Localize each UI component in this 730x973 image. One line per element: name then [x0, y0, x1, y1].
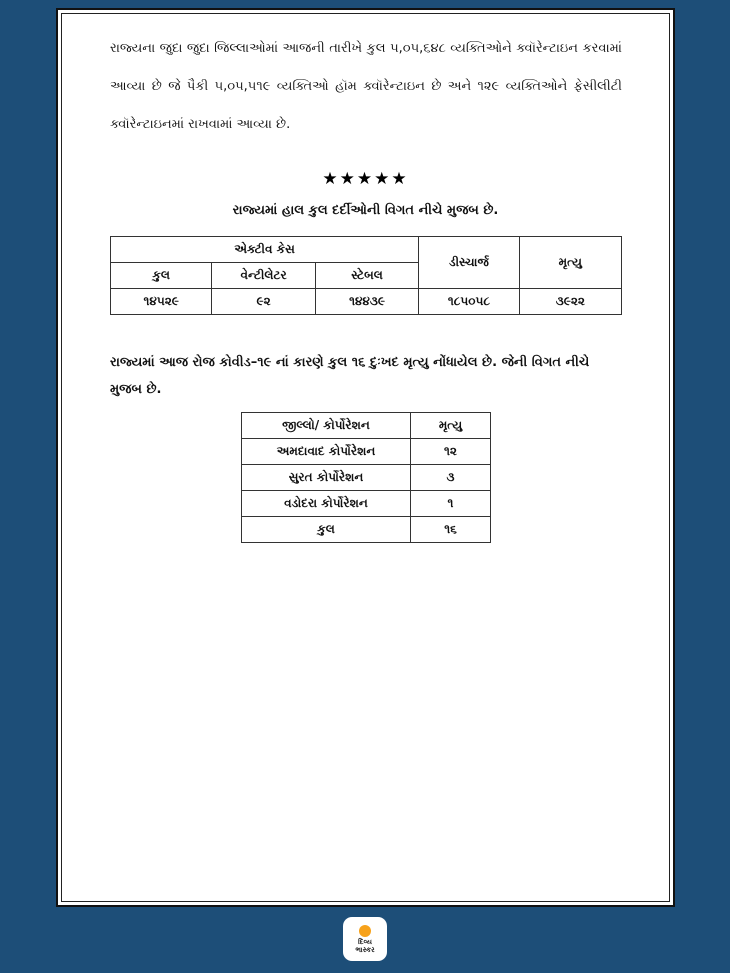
patients-heading: રાજ્યમાં હાલ કુલ દર્દીઓની વિગત નીચે મુજબ છે. — [232, 203, 499, 218]
deaths-by-district-table — [241, 412, 491, 543]
district-count: ૧ — [411, 491, 491, 517]
discharge-value: ૧૮૫૦૫૮ — [419, 289, 519, 315]
table-row — [242, 465, 491, 491]
ventilator-value: ૯૨ — [212, 289, 315, 315]
district-count: ૩ — [411, 465, 491, 491]
sun-icon — [359, 925, 371, 937]
star-separator: ★★★★★ — [322, 169, 409, 189]
active-cases-table — [110, 236, 622, 315]
district-header: જીલ્લો/ કોર્પોરેશન — [242, 413, 411, 439]
district-deaths-header: મૃત્યુ — [411, 413, 491, 439]
total-count: ૧૬ — [411, 517, 491, 543]
deaths-value: ૩૯૨૨ — [519, 289, 621, 315]
table-row — [242, 439, 491, 465]
stable-header: સ્ટેબલ — [315, 263, 418, 289]
district-name: અમદાવાદ કોર્પોરેશન — [242, 439, 411, 465]
deaths-paragraph: રાજ્યમાં આજ રોજ કોવીડ–૧૯ નાં કારણે કુલ ૧૬ દુઃખદ મૃત્યુ નોંધાયેલ છે. જેની વિગત નીચે મુજબ છે. — [110, 355, 590, 397]
logo-line1: દિવ્ય — [358, 937, 372, 946]
table-row — [242, 491, 491, 517]
active-cases-header: એક્ટીવ કેસ — [111, 237, 419, 263]
discharge-header: ડીસ્ચાર્જ — [419, 237, 519, 289]
divya-bhaskar-logo — [343, 917, 387, 961]
logo-line2: ભાસ્કર — [355, 945, 375, 954]
ventilator-header: વેન્ટીલેટર — [212, 263, 315, 289]
table-total-row — [242, 517, 491, 543]
district-name: વડોદરા કોર્પોરેશન — [242, 491, 411, 517]
total-header: કુલ — [111, 263, 212, 289]
district-name: સુરત કોર્પોરેશન — [242, 465, 411, 491]
district-count: ૧૨ — [411, 439, 491, 465]
document-page — [56, 8, 675, 907]
deaths-header: મૃત્યુ — [519, 237, 621, 289]
quarantine-paragraph: રાજ્યના જુદા જુદા જિલ્લાઓમાં આજની તારીખે કુલ ૫,૦૫,૬૪૮ વ્યક્તિઓને ક્વૉરેન્ટાઇન કરવામાં આવ્યા છે જે પૈકી ૫,૦૫,૫૧૯ વ્યક્તિઓ હૉમ ક્વૉરેન્ટાઇન છે અને ૧૨૯ વ્યક્તિઓને ફેસીલીટી ક્વૉરેન્ટાઇનમાં રાખવામાં આવ્યા છે. — [110, 41, 622, 132]
total-label: કુલ — [242, 517, 411, 543]
total-value: ૧૪૫૨૯ — [111, 289, 212, 315]
stable-value: ૧૪૪૩૯ — [315, 289, 418, 315]
